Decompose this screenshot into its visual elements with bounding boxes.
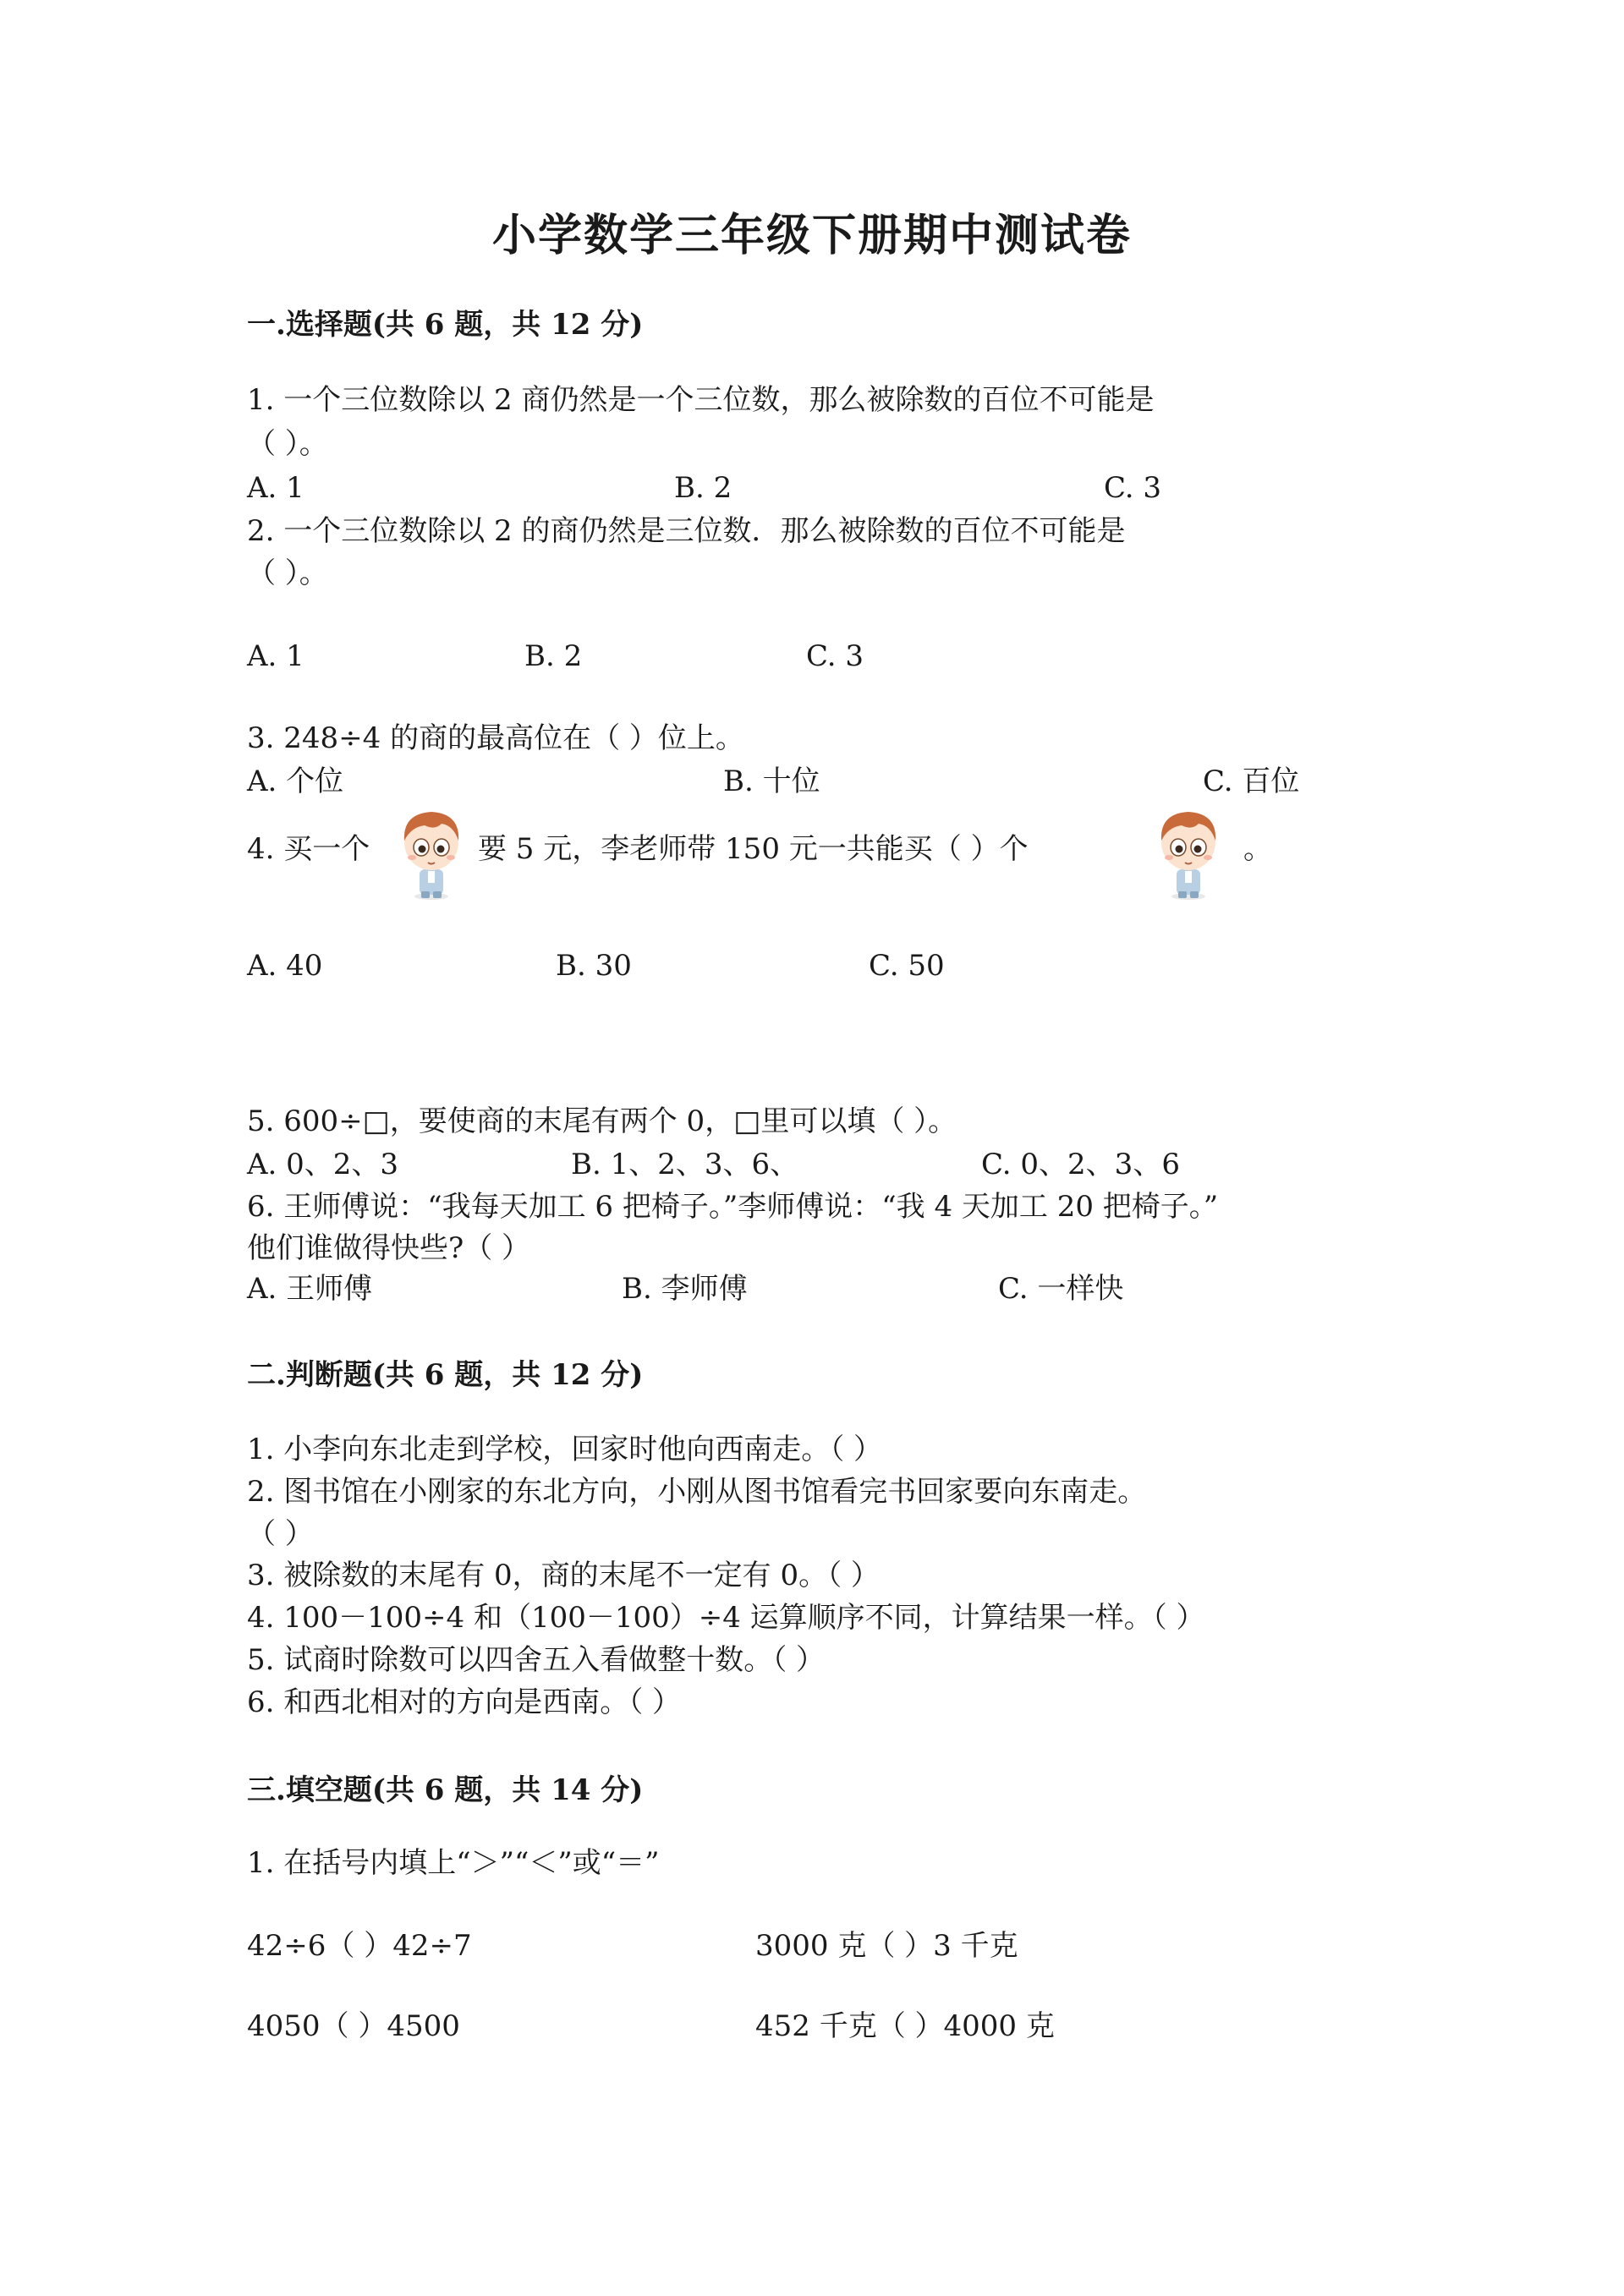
question-line-part: 4. 买一个 [247,832,370,866]
option-a: A. 40 [247,949,323,983]
question-line: 他们谁做得快些?（ ） [247,1231,531,1265]
cartoon-boy-icon [391,803,472,903]
option-b: B. 十位 [723,764,820,798]
statement-line: 6. 和西北相对的方向是西南。（ ） [247,1685,682,1719]
option-c: C. 50 [869,949,945,983]
option-c: C. 3 [806,639,864,673]
question-line: 1. 在括号内填上“＞”“＜”或“＝” [247,1846,660,1880]
option-a: A. 王师傅 [247,1272,373,1306]
compare-item: 3000 克（ ）3 千克 [755,1929,1018,1963]
option-a: A. 1 [247,471,304,505]
question-line-part: 。 [1243,832,1272,866]
option-c: C. 0、2、3、6 [981,1148,1180,1181]
statement-line: 4. 100－100÷4 和（100－100）÷4 运算顺序不同，计算结果一样。（ ） [247,1601,1205,1635]
option-b: B. 李师傅 [622,1272,748,1306]
section-heading-fill: 三.填空题(共 6 题，共 14 分) [247,1773,644,1807]
option-b: B. 1、2、3、6、 [571,1148,799,1181]
question-line: （ ）。 [247,556,328,590]
compare-item: 4050（ ）4500 [247,2009,460,2043]
option-a: A. 0、2、3 [247,1148,399,1181]
option-c: C. 一样快 [998,1272,1124,1306]
option-c: C. 百位 [1203,764,1300,798]
option-b: B. 30 [556,949,632,983]
page-title: 小学数学三年级下册期中测试卷 [491,210,1132,261]
cartoon-boy-icon [1148,803,1229,903]
statement-line: 2. 图书馆在小刚家的东北方向，小刚从图书馆看完书回家要向东南走。 [247,1475,1147,1509]
option-b: B. 2 [674,471,732,505]
option-a: A. 1 [247,639,304,673]
statement-line: 3. 被除数的末尾有 0，商的末尾不一定有 0。（ ） [247,1559,880,1592]
statement-line: 5. 试商时除数可以四舍五入看做整十数。（ ） [247,1643,826,1677]
question-line: 3. 248÷4 的商的最高位在（ ）位上。 [247,721,744,755]
compare-item: 42÷6（ ）42÷7 [247,1929,472,1963]
question-line: 2. 一个三位数除以 2 的商仍然是三位数．那么被除数的百位不可能是 [247,514,1126,548]
question-line: 6. 王师傅说：“我每天加工 6 把椅子。”李师傅说：“我 4 天加工 20 把椅子。” [247,1190,1219,1224]
option-c: C. 3 [1104,471,1162,505]
section-heading-choice: 一.选择题(共 6 题，共 12 分) [247,308,644,342]
question-line: 5. 600÷□，要使商的末尾有两个 0，□里可以填（ ）。 [247,1104,957,1138]
question-line-part: 要 5 元，李老师带 150 元一共能买（ ）个 [478,832,1029,866]
statement-line: 1. 小李向东北走到学校，回家时他向西南走。（ ） [247,1433,883,1466]
option-b: B. 2 [524,639,583,673]
question-line: （ ）。 [247,427,328,461]
statement-line: （ ） [247,1517,314,1551]
option-a: A. 个位 [247,764,344,798]
question-line: 1. 一个三位数除以 2 商仍然是一个三位数，那么被除数的百位不可能是 [247,383,1155,417]
compare-item: 452 千克（ ）4000 克 [755,2009,1055,2043]
section-heading-judgement: 二.判断题(共 6 题，共 12 分) [247,1358,644,1392]
